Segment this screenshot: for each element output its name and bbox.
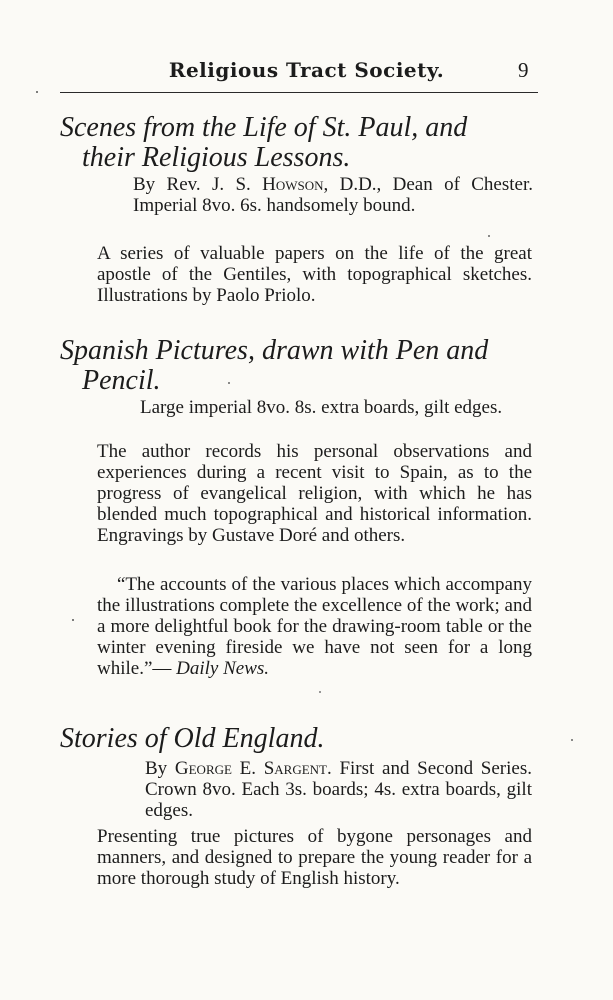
entry-description: Presenting true pictures of bygone personages and manners, and designed to prepare the young reader for a more thorough study of English history.	[97, 826, 532, 889]
entry-title-line1: Scenes from the Life of St. Paul, and	[60, 112, 468, 143]
page-number: 9	[518, 58, 529, 82]
entry-title-line2: their Religious Lessons.	[82, 142, 351, 173]
byline-suffix: , D.D., Dean of Chester. Imperial 8vo. 6s. handsomely bound.	[133, 174, 533, 216]
author-name: Howson	[262, 174, 324, 195]
entry-description: A series of valuable papers on the life of the great apostle of the Gentiles, with topographical sketches. Illustrations by Paolo Priolo.	[97, 243, 532, 306]
byline-prefix: By Rev. J. S.	[133, 174, 263, 195]
entry-title-line1: Spanish Pictures, drawn with Pen and	[60, 335, 489, 366]
review-quote-text: “The accounts of the various places which accompany the illustrations complete the excellence of the work; and a more delightful book for the drawing-room table or the winter evening fireside we have not seen for a long while.”—	[97, 574, 532, 679]
author-name: George E. Sargent	[174, 758, 327, 779]
byline-prefix: By	[145, 758, 175, 779]
entry-bibliographic-info: Large imperial 8vo. 8s. extra boards, gilt edges.	[140, 397, 503, 418]
entry-description: The author records his personal observations and experiences during a recent visit to Spain, as to the progress of evangelical religion, with which he has blended much topographical and historical information. Engravings by Gustave Doré and others.	[97, 441, 532, 546]
byline-suffix: . First and Second Series. Crown 8vo. Each 3s. boards; 4s. extra boards, gilt edges.	[145, 758, 532, 821]
entry-title-line1: Stories of Old England.	[60, 723, 325, 754]
review-quote-source: Daily News.	[176, 658, 270, 679]
running-header-title: Religious Tract Society.	[168, 58, 445, 82]
entry-title-line2: Pencil.	[82, 365, 161, 396]
